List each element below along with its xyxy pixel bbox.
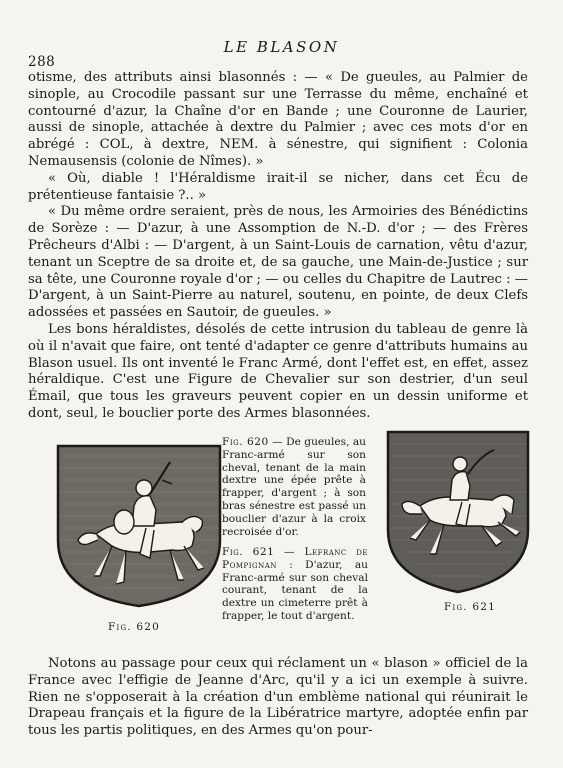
paragraph: « Où, diable ! l'Héraldisme irait-il se nicher, dans cet Écu de prétentieuse fantaisie ?.. » bbox=[28, 170, 528, 203]
paragraph: Notons au passage pour ceux qui réclament un « blason » officiel de la France avec l'effigie de Jeanne d'Arc, qu'il y a ici un exemple à suivre. Rien ne s'opposerait à la création d'un emblème national qui réunirait le Drapeau français et la figure de la Libératrice martyre, adoptée enfin par tous les partis politiques, en des Armes qu'on pour- bbox=[28, 656, 528, 739]
page-header bbox=[0, 38, 563, 70]
fig-621-caption-head: Fig. 621 — Lefranc de Pompignan bbox=[222, 546, 368, 571]
paragraph: « Du même ordre seraient, près de nous, les Armoiries des Bénédictins de Sorèze : — D'azur, à une Assomption de N.-D. d'or ; — des Frères Prêcheurs d'Albi : — D'argent, à un Saint-Louis de carnation, vêtu d'azur, tenant un Sceptre de sa droite et, de sa gauche, une Main-de-Justice ; sur sa tête, une Couronne royale d'or ; — ou celles du Chapitre de Lautrec : — D'argent, à un Saint-Pierre au naturel, soutenu, en pointe, de deux Clefs adossées et passées en Sautoir, de gueules. » bbox=[28, 204, 528, 321]
fig-620-label: Fig. 620 bbox=[108, 621, 160, 633]
fig-621-illustration bbox=[384, 428, 532, 596]
page-number: 288 bbox=[28, 54, 56, 70]
fig-620-caption-head: Fig. 620 bbox=[222, 436, 269, 448]
fig-620-caption-text: — De gueules, au Franc-armé sur son cheval, tenant de la main dextre une épée prête à frapper, d'argent ; à son bras sénestre est passé un bouclier d'azur à la croix recroisée d'or. bbox=[222, 436, 366, 538]
body-text-bottom bbox=[28, 656, 528, 740]
body-text-top bbox=[28, 70, 528, 423]
running-title: LE BLASON bbox=[223, 38, 340, 56]
paragraph: Les bons héraldistes, désolés de cette intrusion du tableau de genre là où il n'avait que faire, ont tenté d'adapter ce genre d'attributs humains au Blason usuel. Ils ont inventé le Franc Armé, dont l'effet est, en effet, assez héraldique. C'est une Figure de Chevalier sur son destrier, d'un seul Émail, que tous les graveurs peuvent copier en un dessin uniforme et dont, seul, le bouclier porte des Armes blasonnées. bbox=[28, 321, 528, 421]
fig-621-caption bbox=[222, 546, 368, 623]
paragraph: otisme, des attributs ainsi blasonnés : — « De gueules, au Palmier de sinople, au Crocodile passant sur une Terrasse du même, enchaîné et contourné d'azur, la Chaîne d'or en Bande ; une Couronne de Laurier, aussi de sinople, attachée à dextre du Palmier ; avec ces mots d'or en abrégé : COL, à dextre, NEM. à sénestre, qui signifient : Colonia Nemausensis (colonie de Nîmes). » bbox=[28, 70, 528, 169]
fig-621-label: Fig. 621 bbox=[444, 601, 496, 613]
fig-620-illustration bbox=[54, 442, 224, 610]
fig-621-caption-text: : D'azur, au Franc-armé sur son cheval courant, tenant de la dextre un cimeterre prêt à frapper, le tout d'argent. bbox=[222, 558, 368, 622]
fig-620-caption bbox=[222, 436, 366, 538]
